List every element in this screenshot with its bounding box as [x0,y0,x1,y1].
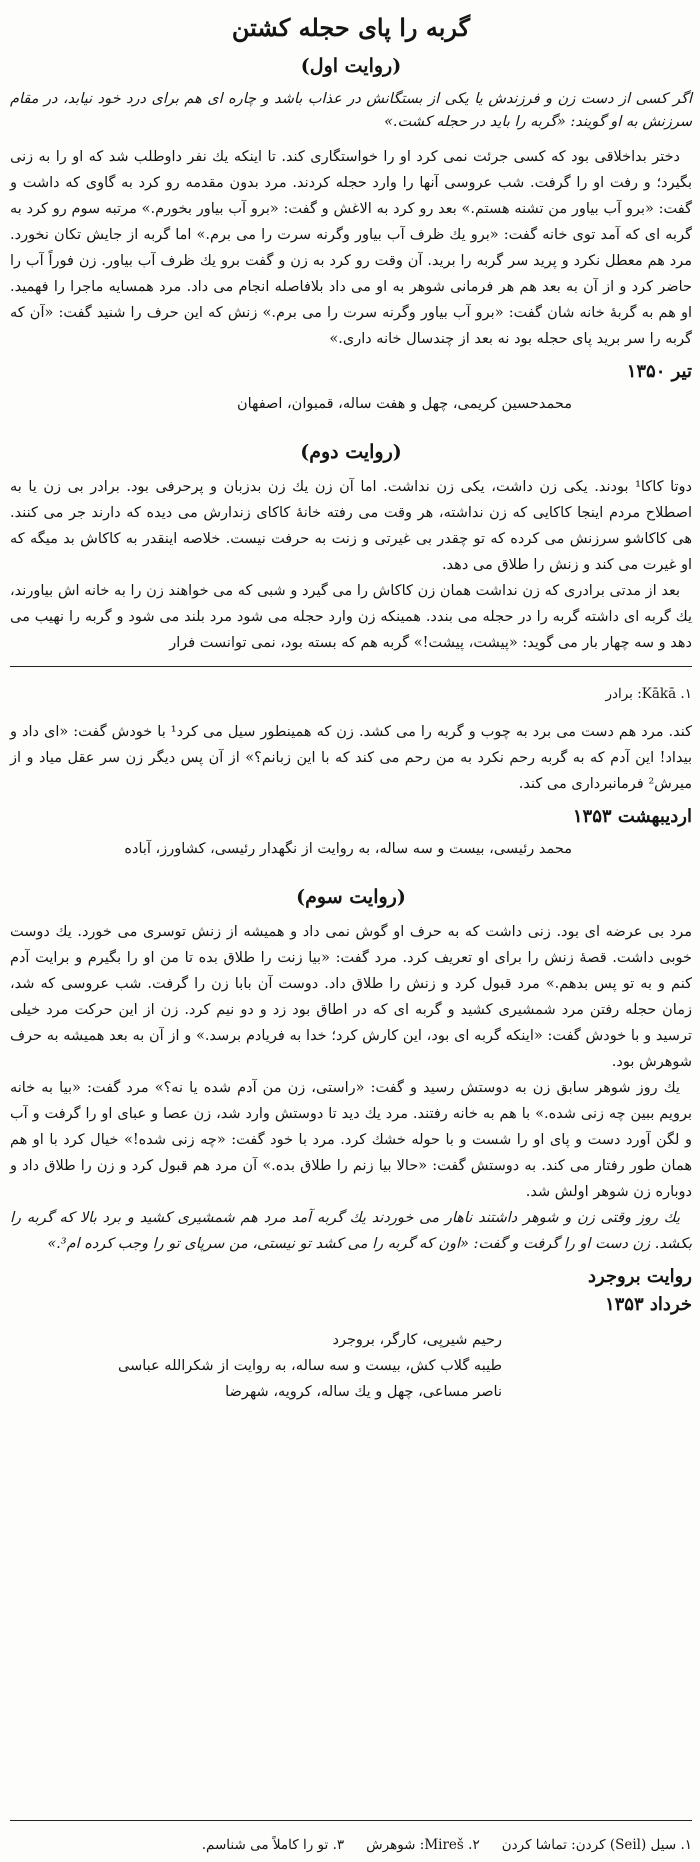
narrator-line: طیبه گلاب کش، بیست و سه ساله، به روایت از شکرالله عباسی [118,1358,502,1374]
narration-1-narrator: محمدحسین کریمی، چهل و هفت ساله، قمبوان، اصفهان [236,396,572,412]
narration-3-paragraph: مرد بی عرضه ای بود. زنی داشت که به حرف او گوش نمی داد و همیشه از زنش توسری می خورد. یك دوست خوبی داشت. قصهٔ زنش را برای او تعریف کرد. مرد گفت: «بیا زنت را طلاق بده تا من او را بگیرم و برایت آدم کنم و به تو پس بدهم.» مرد قبول کرد و زنش را طلاق داد. دوست آن بابا زن را گرفت. شب عروسی که شد، زمان حجله رفتن مرد شمشیری کشید و گربه ای که در اطاق بود زد و دو نیم کرد. زن از این حرکت مرد خیلی ترسید و با خودش گفت: «اینکه گربه ای بود، این کارش کرد؛ خدا به فریادم برسد.» و از آن به بعد همیشه به حرف شوهرش بود. [10,924,692,1070]
bottom-footnote-divider [10,1820,692,1821]
footnote-item: ۱. سیل (Seil) کردن: تماشا کردن [501,1837,692,1853]
footnote-item: ۲. Mireš: شوهرش [366,1837,480,1853]
narration-3-place: روایت بروجرد [587,1266,692,1287]
bottom-footnotes [10,1834,692,1856]
page-title: گربه را پای حجله کشتن [231,13,471,42]
narration-2-date: اردیبهشت ۱۳۵۳ [572,806,692,827]
narration-1-intro: اگر کسی از دست زن و فرزندش یا یکی از بستگانش در عذاب باشد و چاره ای هم برای درد خود نیابد، در مقام سرزنش به او گویند: «گربه را باید در حجله کشت.» [10,91,692,130]
narration-2-paragraph: بعد از مدتی برادری که زن نداشت همان زن کاکاش را می گیرد و شبی که می خواهند زن را به خانه اش بیاورند، یك گربه ای داشته گربه را در حجله می بندد. همینکه زن وارد حجله می شود مرد بلند می شود و گربه را نهیب می دهد و سه چهار بار می گوید: «پیشت، پیشت!» گربه هم که بسته بود، نمی توانست فرار [10,583,692,651]
footnote-item: ۳. تو را کاملاً می شناسم. [201,1837,345,1853]
narration-2-footnote: ۱. Kākā: برادر [605,686,692,702]
narration-1 [10,52,692,416]
narration-2-narrator: محمد رئیسی، بیست و سه ساله، به روایت از نگهدار رئیسی، کشاورز، آباده [124,841,572,857]
narration-3-date: خرداد ۱۳۵۳ [604,1294,692,1315]
narration-3-paragraph: یك روز شوهر سابق زن به دوستش رسید و گفت: «راستی، زن من آدم شده یا نه؟» مرد گفت: «بیا به خانه برویم ببین چه زنی شده.» با هم به خانه رفتند. مرد یك دید تا دوستش وارد شد، زن عصا و عبای او را گرفت و آب و لگن آورد دست و پای او را شست و با حوله خشك کرد. مرد با خود گفت: «چه زنی شده!» خیال کرد با او هم همان طور رفتار می کند. به دوستش گفت: «حالا بیا زنم را طلاق بده.» آن مرد هم قبول کرد و زن را طلاق داد و دوباره زن شوهر اولش شد. [10,1080,692,1200]
narrator-line: رحیم شیرپی، کارگر، بروجرد [332,1332,502,1348]
narration-3-heading: (روایت سوم) [296,886,406,908]
narrator-line: ناصر مساعی، چهل و یك ساله، کرویه، شهرضا [225,1384,502,1400]
narration-1-date: تیر ۱۳۵۰ [626,361,692,382]
narration-2-heading: (روایت دوم) [300,441,402,463]
narration-2 [10,438,692,861]
narration-3-narrators [10,1327,692,1405]
narration-1-heading: (روایت اول) [300,55,402,77]
narration-3 [10,883,692,1405]
narration-2-paragraph: دوتا کاکا¹ بودند. یکی زن داشت، یکی زن نداشت. اما آن زن یك زن بدزبان و پرحرفی بود. برادر بی زن یا به اصطلاح مردم اینجا کاکایی که زن نداشته، هر وقت می رفته خانهٔ کاکای زندارش می دیده که دارند جر می کنند. هی کاکاشو سرزنش می کرده که تو چقدر بی غیرتی و زنت به حرفت نیست. خلاصه اینقدر به کاکاش بد میگه که او غیرت می کند و زنش را طلاق می دهد. [10,479,693,573]
narration-3-paragraph: یك روز وقتی زن و شوهر داشتند ناهار می خوردند یك گربه آمد مرد هم شمشیری کشید و برد بالا که گربه را بکشد. زن دست او را گرفت و گفت: «اون که گربه را می کشد تو نیستی، من سرپای تو را وجب کرده ام³.» [10,1210,692,1252]
narration-2-paragraph: کند. مرد هم دست می برد به چوب و گربه را می کشد. زن که همینطور سیل می کرد¹ با خودش گفت: «ای داد و بیداد! این آدم که به گربه رحم نکرد به من رحم می کند که با این زبانم؟» از آن پس دیگر زن سر عقل میاد و از میرش² فرمانبرداری می کند. [10,724,692,792]
footnote-divider [10,666,692,667]
narration-1-paragraph: دختر بداخلاقی بود که کسی جرئت نمی کرد او را خواستگاری کند. تا اینکه یك نفر داوطلب شد که او را به زنی بگیرد؛ و رفت او را گرفت. شب عروسی آنها را وارد حجله کردند. مرد بدون مقدمه رو کرد به گاوی که داشت و گفت: «برو آب بیاور من تشنه هستم.» بعد رو کرد به الاغش و گفت: «برو آب بیاور بخورم.» مرتبه سوم رو کرد به گربه ای که آمد توی خانه گفت: «برو یك ظرف آب بیاور وگرنه سرت را می برم.» اما گربه از جایش تکان نخورد. مرد هم معطل نکرد و پرید سر گربه را برید. آن وقت رو کرد به زن و گفت برو یك ظرف آب بیاور. زن فوراً آب را حاضر کرد و از آن به بعد هم هر فرمانی شوهر به او می داد بلافاصله انجام می داد. مرد همسایه ماجرا را فهمید. او هم به گربهٔ خانه شان گفت: «برو آب بیاور وگرنه سرت را می برم.» زنش که این حرف را شنید گفت: «آن که گربه را سر برید پای حجله بود نه بعد از چندسال خانه داری.» [10,149,692,347]
